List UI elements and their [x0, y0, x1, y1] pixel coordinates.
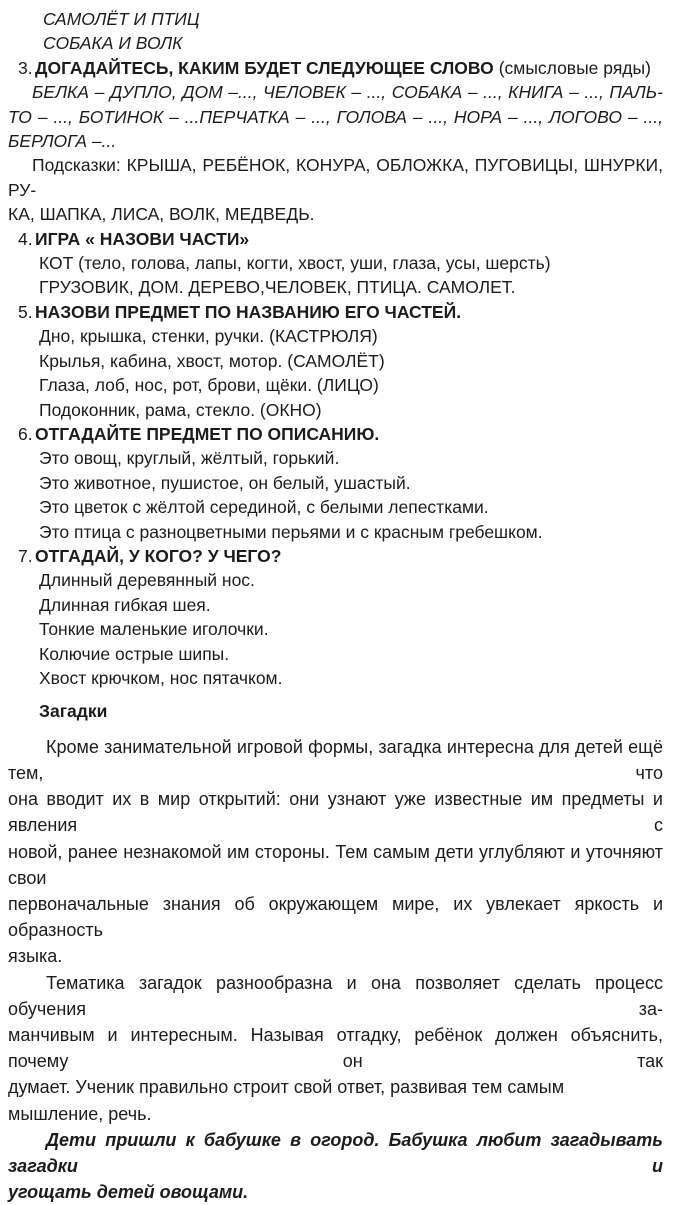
- text-line: угощать детей овощами.: [8, 1182, 249, 1203]
- section-heading: Загадки: [39, 701, 108, 722]
- paragraph: [8, 153, 663, 226]
- heading-title: ОТГАДАЙТЕ ПРЕДМЕТ ПО ОПИСАНИЮ.: [35, 423, 380, 444]
- text-line: БЕРЛОГА –...: [8, 131, 117, 152]
- item-number: 6.: [18, 423, 33, 444]
- text-line: Глаза, лоб, нос, рот, брови, щёки. (ЛИЦО): [39, 375, 379, 396]
- text-line: Хвост крючком, нос пятачком.: [39, 667, 283, 688]
- heading-title: ОТГАДАЙ, У КОГО? У ЧЕГО?: [35, 545, 282, 566]
- heading-title: НАЗОВИ ПРЕДМЕТ ПО НАЗВАНИЮ ЕГО ЧАСТЕЙ.: [35, 301, 462, 322]
- paragraph: [8, 734, 663, 970]
- paragraph: [8, 970, 663, 1127]
- text-line: думает. Ученик правильно строит свой ответ, развивая тем самым мышление, речь.: [8, 1077, 565, 1124]
- text-line: Это птица с разноцветными перьями и с красным гребешком.: [39, 521, 543, 542]
- text-line: СОБАКА И ВОЛК: [43, 33, 183, 54]
- text-line: Кроме занимательной игровой формы, загадка интересна для детей ещё тем, что: [8, 736, 663, 783]
- text-line: манчивым и интересным. Называя отгадку, ребёнок должен объяснить, почему он так: [8, 1025, 663, 1072]
- numbered-heading: [8, 227, 663, 251]
- heading-suffix: (смысловые ряды): [498, 57, 651, 78]
- numbered-heading: [8, 300, 663, 324]
- item-number: 7.: [18, 545, 33, 566]
- text-line: Подоконник, рама, стекло. (ОКНО): [39, 399, 322, 420]
- text-line: Колючие острые шипы.: [39, 643, 230, 664]
- text-line: Дети пришли к бабушке в огород. Бабушка любит загадывать загадки и: [8, 1129, 663, 1177]
- text-line: САМОЛЁТ И ПТИЦ: [43, 9, 200, 29]
- text-line: ГРУЗОВИК, ДОМ. ДЕРЕВО,ЧЕЛОВЕК, ПТИЦА. САМОЛЕТ.: [39, 277, 516, 298]
- item-number: 5.: [18, 301, 33, 322]
- text-line: Длинная гибкая шея.: [39, 594, 211, 615]
- text-line: Это овощ, круглый, жёлтый, горький.: [39, 448, 340, 469]
- heading-title: ИГРА « НАЗОВИ ЧАСТИ»: [35, 228, 250, 249]
- text-line: Это животное, пушистое, он белый, ушастый.: [39, 472, 411, 493]
- text-line: Длинный деревянный нос.: [39, 570, 255, 591]
- text-line: КА, ШАПКА, ЛИСА, ВОЛК, МЕДВЕДЬ.: [8, 204, 315, 225]
- text-line: Тонкие маленькие иголочки.: [39, 619, 269, 640]
- item-number: 3.: [18, 57, 33, 78]
- heading-title: ДОГАДАЙТЕСЬ, КАКИМ БУДЕТ СЛЕДУЮЩЕЕ СЛОВО: [35, 57, 494, 78]
- paragraph: [8, 1127, 663, 1205]
- text-line: языка.: [8, 946, 63, 967]
- text-line: она вводит их в мир открытий: они узнают уже известные им предметы и явления с: [8, 789, 663, 836]
- text-line: Подсказки: КРЫША, РЕБЁНОК, КОНУРА, ОБЛОЖКА, ПУГОВИЦЫ, ШНУРКИ, РУ-: [8, 155, 663, 200]
- text-line: Тематика загадок разнообразна и она позволяет сделать процесс обучения за-: [8, 972, 663, 1019]
- paragraph: [8, 80, 663, 153]
- text-line: Крылья, кабина, хвост, мотор. (САМОЛЁТ): [39, 350, 385, 371]
- text-line: первоначальные знания об окружающем мире, их увлекает яркость и образность: [8, 894, 663, 941]
- text-line: ТО – ..., БОТИНОК – ...ПЕРЧАТКА – ..., ГОЛОВА – ..., НОРА – ..., ЛОГОВО – ...,: [8, 106, 663, 127]
- text-line: БЕЛКА – ДУПЛО, ДОМ –..., ЧЕЛОВЕК – ..., СОБАКА – ..., КНИГА – ..., ПАЛЬ-: [32, 82, 663, 103]
- text-line: новой, ранее незнакомой им стороны. Тем самым дети углубляют и уточняют свои: [8, 841, 663, 888]
- text-line: Дно, крышка, стенки, ручки. (КАСТРЮЛЯ): [39, 326, 378, 347]
- text-line: КОТ (тело, голова, лапы, когти, хвост, уши, глаза, усы, шерсть): [39, 253, 551, 274]
- numbered-heading: [8, 422, 663, 446]
- text-line: Это цветок с жёлтой серединой, с белыми лепестками.: [39, 497, 489, 518]
- numbered-heading: [8, 544, 663, 568]
- numbered-heading: [8, 56, 663, 80]
- item-number: 4.: [18, 228, 33, 249]
